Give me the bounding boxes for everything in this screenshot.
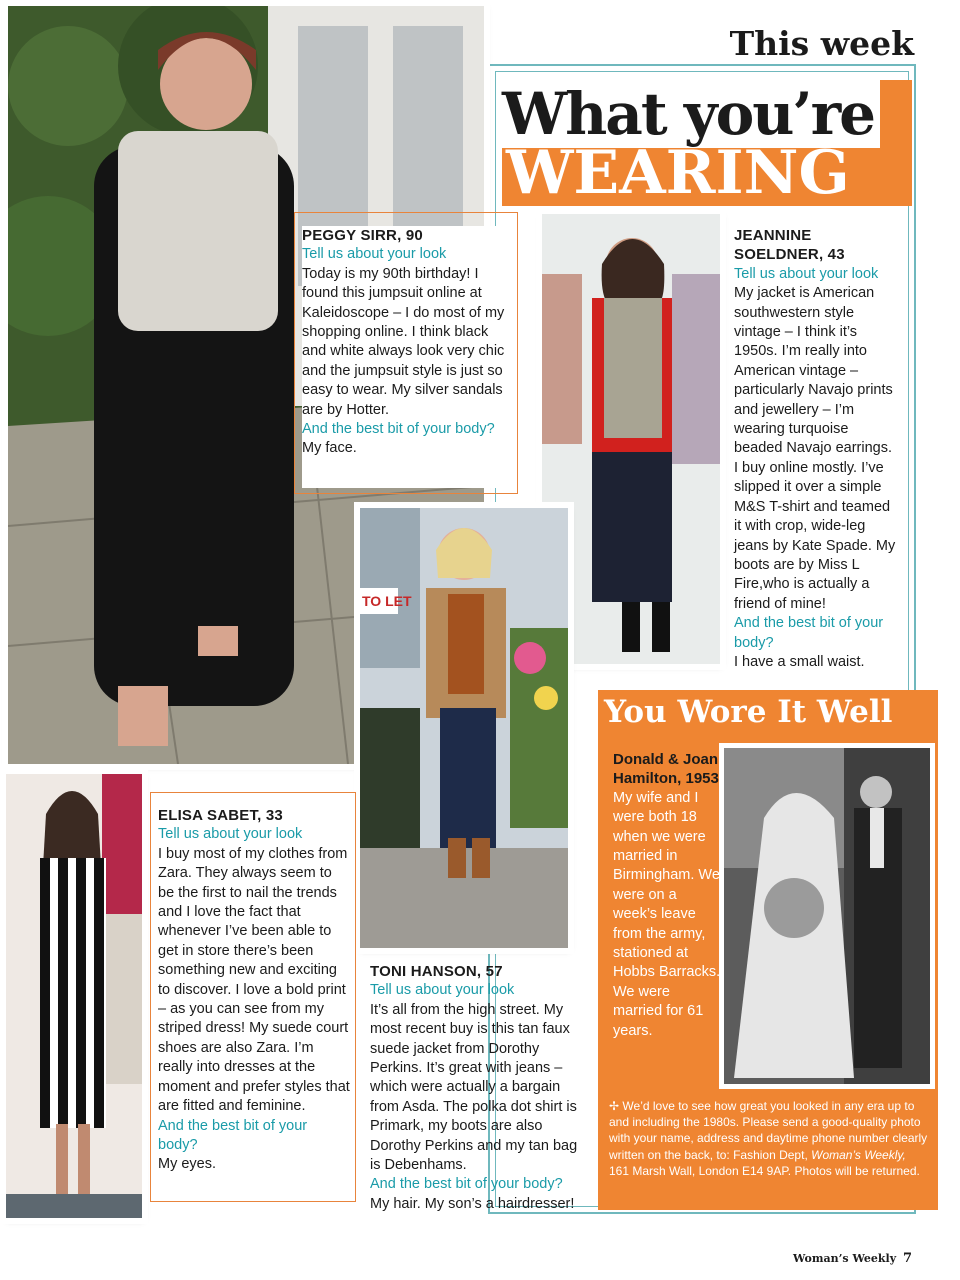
peggy-answer-look: Today is my 90th birthday! I found this jumpsuit online at Kaleidoscope – I do most of my shopping online. I think black and white always look very chic and the jumpsuit style is just so easy to wear. My silver sandals are by Hotter. <box>302 265 505 418</box>
elisa-question-body: And the best bit of your body? <box>158 1117 308 1153</box>
jeannine-answer-body: I have a small waist. <box>734 653 865 670</box>
toni-question-look: Tell us about your look <box>370 982 515 999</box>
toni-photo <box>360 508 568 948</box>
peggy-question-look: Tell us about your look <box>302 246 447 263</box>
elisa-name: ELISA SABET, 33 <box>158 807 283 824</box>
peggy-caption <box>302 226 512 488</box>
footer-page-number: 7 <box>902 1251 912 1266</box>
peggy-answer-body: My face. <box>302 440 357 457</box>
note-text-part1: We’d love to see how great you looked in any era up to and including the 1980s. Please send a good-quality photo with your name, address and daytime phone number clearly written on the back, to: Fashion Dept, <box>609 1099 928 1162</box>
elisa-answer-body: My eyes. <box>158 1156 217 1173</box>
page-title-line1: What you’re <box>502 80 880 148</box>
toni-question-body: And the best bit of your body? <box>370 1176 563 1193</box>
wedding-photo <box>724 748 930 1084</box>
hamilton-name: Donald & Joan Hamilton, 1953 <box>613 751 719 788</box>
jeannine-caption <box>734 226 900 676</box>
jeannine-question-body: And the best bit of your body? <box>734 615 884 651</box>
peggy-name: PEGGY SIRR, 90 <box>302 227 423 244</box>
hamilton-story-text: My wife and I were both 18 when we were married in Birmingham. We were on a week’s leave from the army, stationed at Hobbs Barracks. We were married for 61 years. <box>613 789 721 1039</box>
footer-magazine: Woman’s Weekly <box>793 1252 897 1265</box>
submission-note <box>609 1098 929 1179</box>
toni-caption <box>370 962 588 1218</box>
note-symbol: ✢ <box>609 1099 620 1113</box>
toni-answer-body: My hair. My son’s a hairdresser! <box>370 1195 575 1212</box>
elisa-question-look: Tell us about your look <box>158 826 303 843</box>
note-magazine-name: Woman’s Weekly, <box>811 1147 906 1162</box>
you-wore-it-well-title: You Wore It Well <box>604 694 893 730</box>
toni-answer-look: It’s all from the high street. My most recent buy is this tan faux suede jacket from Dorothy Perkins. It’s great with jeans – which were actually a bargain from Asda. The polka dot shirt is Primark, my boots are also Dorothy Perkins and my tan bag is Debenhams. <box>370 1001 578 1174</box>
peggy-question-body: And the best bit of your body? <box>302 421 495 438</box>
to-let-sign-text: TO LET <box>362 593 412 609</box>
elisa-photo <box>6 774 142 1218</box>
page-title-line2: WEARING <box>506 138 850 208</box>
toni-name: TONI HANSON, 57 <box>370 963 503 980</box>
elisa-answer-look: I buy most of my clothes from Zara. They always seem to be the first to nail the trends and I love the fact that whenever I’ve been able to get in store there’s been something new and exciting to discover. I love a bold print – as you can see from my striped dress! My suede court shoes are also Zara. I’m really into dresses at the moment and prefer styles that are fitted and feminine. <box>158 845 350 1115</box>
note-text-part2: 161 Marsh Wall, London E14 9AP. Photos will be returned. <box>609 1163 920 1178</box>
jeannine-answer-look: My jacket is American southwestern style vintage – I think it’s 1950s. I’m really into American vintage – particularly Navajo prints and jewellery – I’m wearing turquoise beaded Navajo earrings. I buy online mostly. I’ve slipped it over a simple M&S T-shirt and teamed it with crop, wide-leg jeans by Kate Spade. My boots are by Miss L Fire,who is actually a friend of mine! <box>734 285 896 612</box>
jeannine-name: JEANNINE SOELDNER, 43 <box>734 227 845 264</box>
jeannine-photo <box>542 214 720 664</box>
elisa-caption <box>158 806 350 1198</box>
page-footer <box>793 1251 912 1266</box>
you-wore-it-well-story <box>613 750 723 1041</box>
jeannine-question-look: Tell us about your look <box>734 265 879 282</box>
section-kicker: This week <box>729 24 914 63</box>
